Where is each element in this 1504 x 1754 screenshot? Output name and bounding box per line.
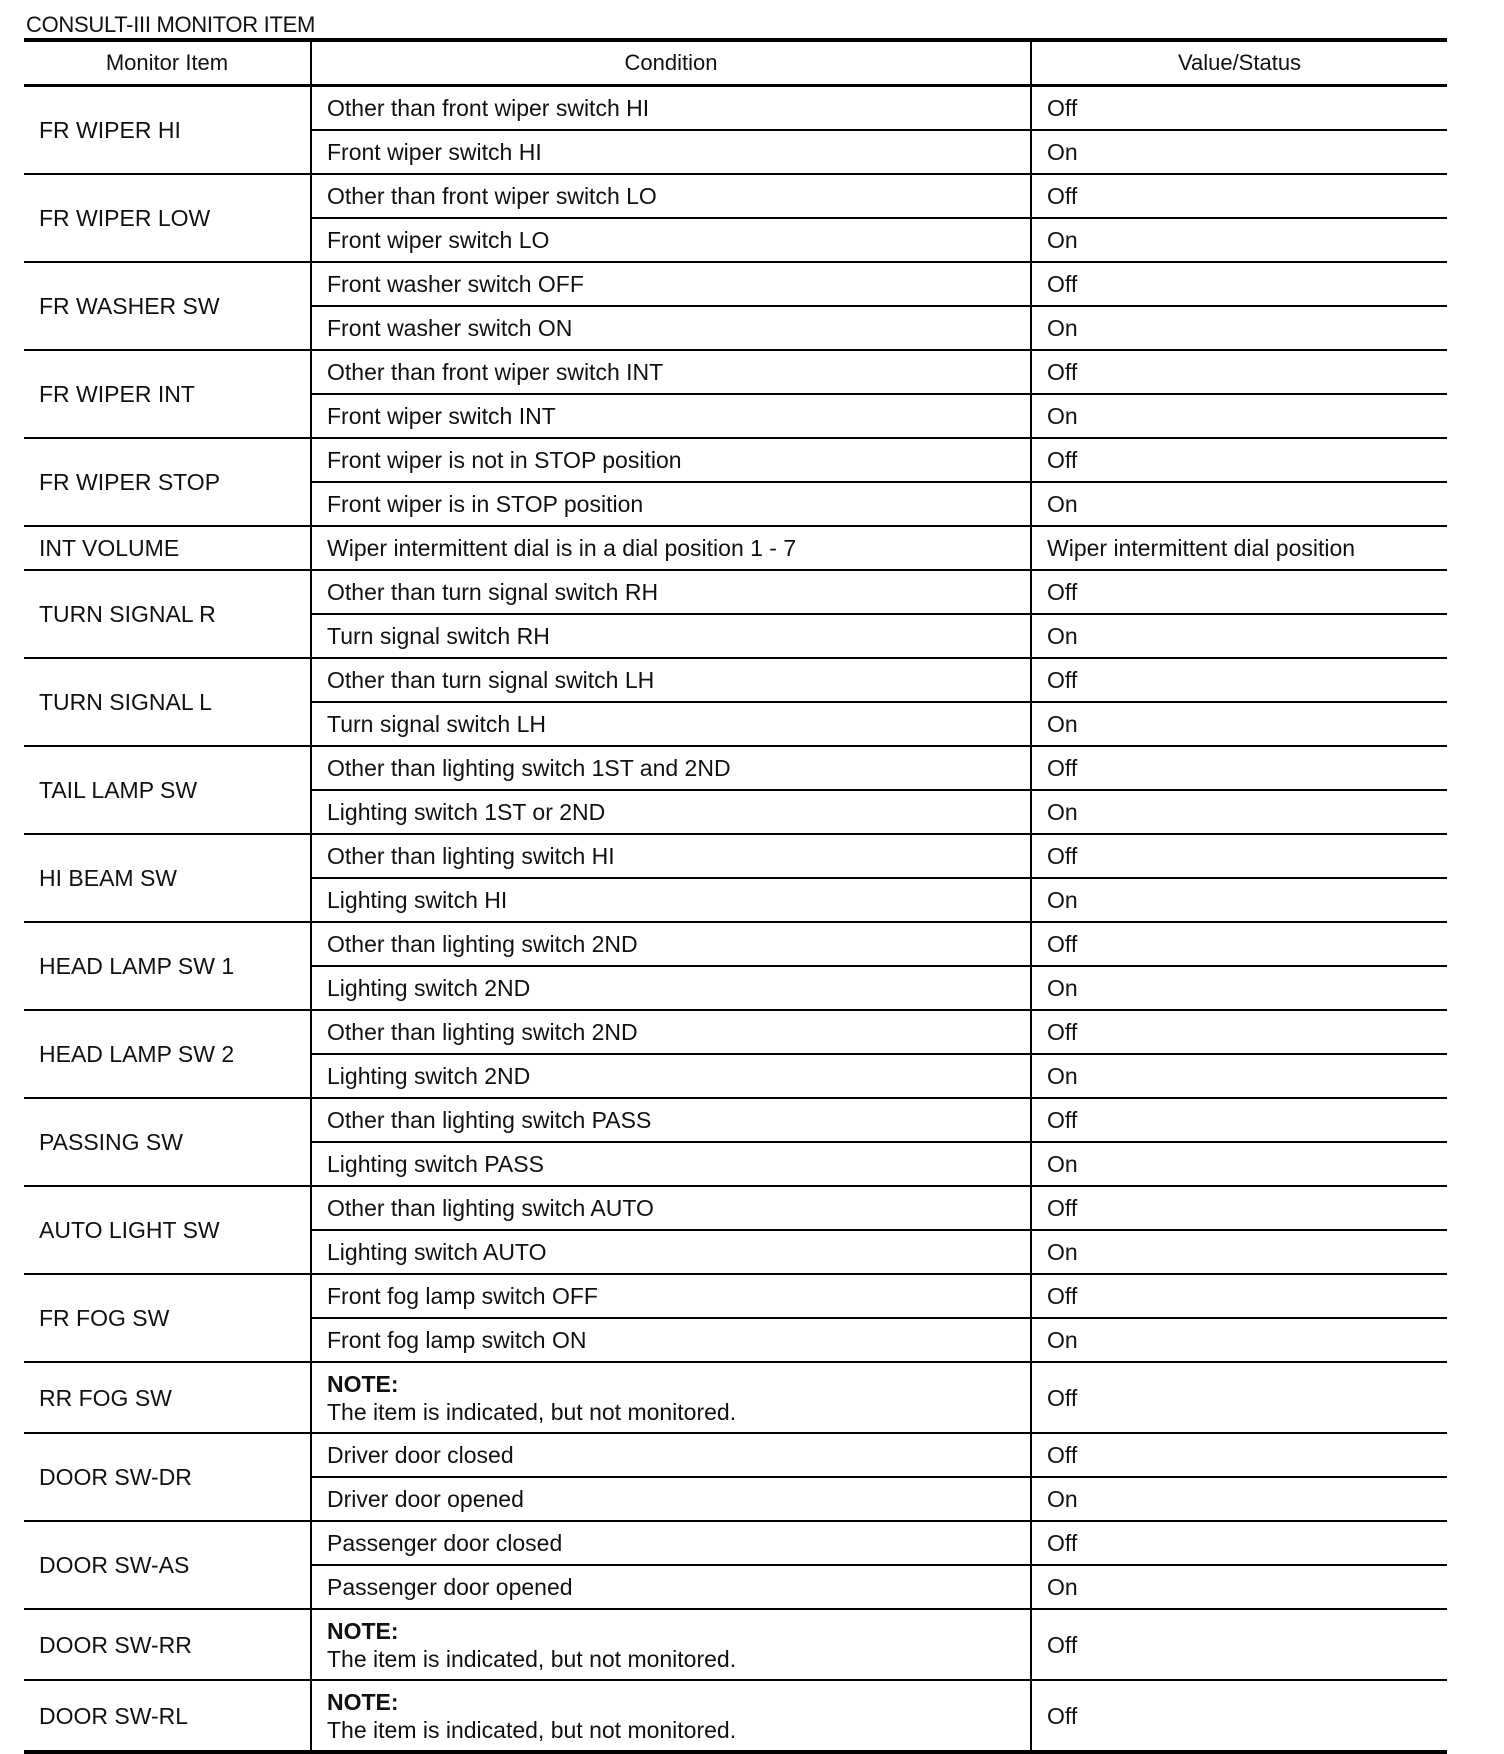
value-status-cell: Wiper intermittent dial position — [1031, 526, 1447, 570]
condition-cell: Lighting switch 1ST or 2ND — [311, 790, 1031, 834]
condition-cell: Lighting switch 2ND — [311, 1054, 1031, 1098]
value-status-cell: Off — [1031, 438, 1447, 482]
value-status-cell: Off — [1031, 1098, 1447, 1142]
monitor-item-name: HEAD LAMP SW 1 — [24, 922, 311, 1010]
condition-cell: Front fog lamp switch OFF — [311, 1274, 1031, 1318]
condition-cell: Other than lighting switch AUTO — [311, 1186, 1031, 1230]
note-label: NOTE: — [327, 1617, 399, 1644]
monitor-item-name: TAIL LAMP SW — [24, 746, 311, 834]
value-status-cell: Off — [1031, 570, 1447, 614]
table-row — [24, 262, 1447, 306]
note-text: The item is indicated, but not monitored. — [327, 1398, 737, 1425]
condition-cell: Driver door opened — [311, 1477, 1031, 1521]
table-row — [24, 1680, 1447, 1752]
value-status-cell: On — [1031, 1054, 1447, 1098]
value-status-cell: Off — [1031, 262, 1447, 306]
header-condition: Condition — [311, 40, 1031, 86]
monitor-item-name: DOOR SW-AS — [24, 1521, 311, 1609]
condition-cell: Passenger door opened — [311, 1565, 1031, 1609]
page-title: CONSULT-III MONITOR ITEM — [26, 12, 315, 37]
value-status-cell: Off — [1031, 746, 1447, 790]
note-label: NOTE: — [327, 1688, 399, 1715]
value-status-cell: Off — [1031, 922, 1447, 966]
condition-cell: Other than lighting switch 2ND — [311, 1010, 1031, 1054]
table-row — [24, 1010, 1447, 1054]
value-status-cell: On — [1031, 614, 1447, 658]
table-row — [24, 746, 1447, 790]
monitor-item-name: DOOR SW-RL — [24, 1680, 311, 1752]
value-status-cell: Off — [1031, 174, 1447, 218]
value-status-cell: On — [1031, 878, 1447, 922]
header-monitor-item: Monitor Item — [24, 40, 311, 86]
table-row — [24, 86, 1447, 131]
condition-cell: Front washer switch OFF — [311, 262, 1031, 306]
monitor-item-name: TURN SIGNAL R — [24, 570, 311, 658]
table-row — [24, 438, 1447, 482]
value-status-cell: Off — [1031, 834, 1447, 878]
value-status-cell: Off — [1031, 1362, 1447, 1433]
value-status-cell: Off — [1031, 1680, 1447, 1752]
condition-cell: Front wiper is not in STOP position — [311, 438, 1031, 482]
note-text: The item is indicated, but not monitored. — [327, 1716, 737, 1743]
condition-cell: Lighting switch AUTO — [311, 1230, 1031, 1274]
table-row — [24, 174, 1447, 218]
table-row — [24, 1609, 1447, 1680]
value-status-cell: On — [1031, 1142, 1447, 1186]
condition-cell: Other than lighting switch 1ST and 2ND — [311, 746, 1031, 790]
condition-cell: Other than lighting switch 2ND — [311, 922, 1031, 966]
condition-cell: Other than lighting switch HI — [311, 834, 1031, 878]
value-status-cell: On — [1031, 1230, 1447, 1274]
monitor-item-name: HEAD LAMP SW 2 — [24, 1010, 311, 1098]
condition-cell: Lighting switch PASS — [311, 1142, 1031, 1186]
value-status-cell: Off — [1031, 1433, 1447, 1477]
value-status-cell: Off — [1031, 1521, 1447, 1565]
value-status-cell: Off — [1031, 1010, 1447, 1054]
monitor-item-name: AUTO LIGHT SW — [24, 1186, 311, 1274]
condition-cell: Other than turn signal switch LH — [311, 658, 1031, 702]
table-body — [24, 86, 1447, 1753]
note-text: The item is indicated, but not monitored. — [327, 1645, 737, 1672]
value-status-cell: On — [1031, 130, 1447, 174]
monitor-item-name: FR WIPER HI — [24, 86, 311, 175]
condition-cell: Wiper intermittent dial is in a dial position 1 - 7 — [311, 526, 1031, 570]
monitor-item-name: FR WIPER LOW — [24, 174, 311, 262]
condition-cell: Turn signal switch LH — [311, 702, 1031, 746]
value-status-cell: On — [1031, 394, 1447, 438]
condition-cell: Front fog lamp switch ON — [311, 1318, 1031, 1362]
condition-cell: Front wiper is in STOP position — [311, 482, 1031, 526]
value-status-cell: On — [1031, 218, 1447, 262]
table-row — [24, 570, 1447, 614]
table-header-row — [24, 40, 1447, 86]
value-status-cell: On — [1031, 790, 1447, 834]
monitor-item-name: TURN SIGNAL L — [24, 658, 311, 746]
monitor-item-name: FR WIPER STOP — [24, 438, 311, 526]
condition-cell — [311, 1362, 1031, 1433]
table-row — [24, 834, 1447, 878]
table-row — [24, 350, 1447, 394]
table-row — [24, 1433, 1447, 1477]
monitor-item-name: RR FOG SW — [24, 1362, 311, 1433]
monitor-item-name: FR FOG SW — [24, 1274, 311, 1362]
value-status-cell: On — [1031, 1565, 1447, 1609]
table-row — [24, 1186, 1447, 1230]
condition-cell — [311, 1609, 1031, 1680]
value-status-cell: Off — [1031, 1609, 1447, 1680]
monitor-item-name: INT VOLUME — [24, 526, 311, 570]
table-row — [24, 1521, 1447, 1565]
value-status-cell: On — [1031, 482, 1447, 526]
monitor-item-name: DOOR SW-DR — [24, 1433, 311, 1521]
monitor-item-table — [24, 38, 1447, 1754]
value-status-cell: On — [1031, 966, 1447, 1010]
condition-cell: Other than front wiper switch INT — [311, 350, 1031, 394]
monitor-item-name: FR WASHER SW — [24, 262, 311, 350]
condition-cell: Other than lighting switch PASS — [311, 1098, 1031, 1142]
condition-cell: Driver door closed — [311, 1433, 1031, 1477]
condition-cell: Lighting switch HI — [311, 878, 1031, 922]
condition-cell: Lighting switch 2ND — [311, 966, 1031, 1010]
table-row — [24, 1362, 1447, 1433]
table-row — [24, 1274, 1447, 1318]
value-status-cell: On — [1031, 306, 1447, 350]
table-row — [24, 658, 1447, 702]
table-row — [24, 1098, 1447, 1142]
value-status-cell: On — [1031, 1477, 1447, 1521]
monitor-item-name: HI BEAM SW — [24, 834, 311, 922]
condition-cell: Front wiper switch INT — [311, 394, 1031, 438]
header-value-status: Value/Status — [1031, 40, 1447, 86]
value-status-cell: On — [1031, 702, 1447, 746]
value-status-cell: Off — [1031, 350, 1447, 394]
condition-cell: Other than turn signal switch RH — [311, 570, 1031, 614]
monitor-item-name: PASSING SW — [24, 1098, 311, 1186]
table-row — [24, 526, 1447, 570]
condition-cell: Other than front wiper switch LO — [311, 174, 1031, 218]
table-row — [24, 922, 1447, 966]
condition-cell: Front wiper switch HI — [311, 130, 1031, 174]
value-status-cell: On — [1031, 1318, 1447, 1362]
condition-cell: Passenger door closed — [311, 1521, 1031, 1565]
value-status-cell: Off — [1031, 658, 1447, 702]
condition-cell: Front wiper switch LO — [311, 218, 1031, 262]
condition-cell — [311, 1680, 1031, 1752]
condition-cell: Other than front wiper switch HI — [311, 86, 1031, 131]
condition-cell: Turn signal switch RH — [311, 614, 1031, 658]
value-status-cell: Off — [1031, 86, 1447, 131]
monitor-item-name: DOOR SW-RR — [24, 1609, 311, 1680]
monitor-item-name: FR WIPER INT — [24, 350, 311, 438]
condition-cell: Front washer switch ON — [311, 306, 1031, 350]
note-label: NOTE: — [327, 1370, 399, 1397]
value-status-cell: Off — [1031, 1186, 1447, 1230]
value-status-cell: Off — [1031, 1274, 1447, 1318]
